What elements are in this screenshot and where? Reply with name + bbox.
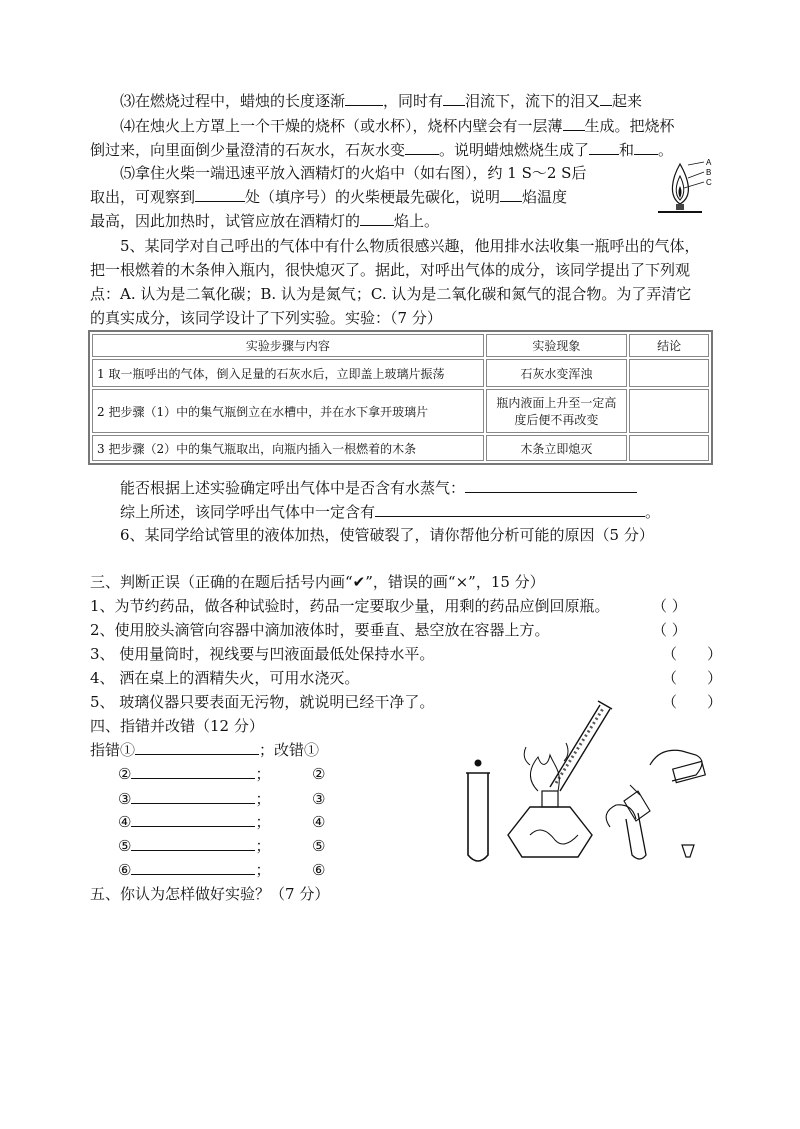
answer-blank[interactable] bbox=[375, 502, 645, 517]
flame-label-b: B bbox=[706, 168, 712, 177]
phenomenon-cell: 瓶内液面上升至一定高度后便不再改变 bbox=[486, 389, 628, 433]
q4-line5c: 最高，因此加热时，试管应放在酒精灯的 焰上。 bbox=[90, 212, 440, 230]
answer-paren[interactable]: （ ） bbox=[652, 621, 687, 639]
conclusion-cell[interactable] bbox=[629, 359, 709, 387]
q4-line5b: 取出，可观察到 处（填序号）的火柴梗最先碳化，说明 焰温度 bbox=[90, 188, 568, 206]
fix-num: ⑤ bbox=[312, 837, 326, 855]
table-row bbox=[92, 435, 709, 461]
flame-label-c: C bbox=[706, 178, 712, 187]
blank[interactable] bbox=[600, 91, 612, 106]
find-blank[interactable] bbox=[131, 860, 255, 875]
phenomenon-cell: 木条立即熄灭 bbox=[486, 435, 628, 461]
find-fix-row: 指错① ；改错① bbox=[90, 741, 320, 759]
table-header: 结论 bbox=[629, 334, 709, 357]
answer-paren[interactable]: （ ） bbox=[662, 645, 723, 663]
q5-para4: 的真实成分，该同学设计了下列实验。实验：（7 分） bbox=[90, 309, 442, 327]
fix-num: ⑥ bbox=[312, 861, 326, 879]
blank[interactable] bbox=[589, 140, 619, 155]
find-blank[interactable] bbox=[135, 740, 259, 755]
answer-paren[interactable]: （ ） bbox=[652, 597, 687, 615]
find-fix-row: ④ ； bbox=[118, 813, 271, 831]
judge-item: 5、 玻璃仪器只要表面无污物，就说明已经干净了。 bbox=[90, 693, 435, 711]
judge-item: 2、使用胶头滴管向容器中滴加液体时，要垂直、悬空放在容器上方。 bbox=[90, 621, 550, 639]
answer-blank[interactable] bbox=[465, 478, 637, 493]
blank[interactable] bbox=[563, 116, 585, 131]
table-header: 实验步骤与内容 bbox=[92, 334, 484, 357]
q5-after2: 综上所述，该同学呼出气体中一定含有 。 bbox=[120, 503, 661, 521]
q5-para1: 5、某同学对自己呼出的气体中有什么物质很感兴趣，他用排水法收集一瓶呼出的气体， bbox=[120, 237, 700, 255]
pouring-hands-icon bbox=[606, 750, 705, 859]
test-tube-icon bbox=[466, 760, 490, 862]
judge-item: 3、 使用量筒时，视线要与凹液面最低处保持水平。 bbox=[90, 645, 435, 663]
find-blank[interactable] bbox=[131, 789, 255, 804]
blank[interactable] bbox=[443, 91, 465, 106]
flame-label-a: A bbox=[706, 158, 712, 167]
q5-after1: 能否根据上述实验确定呼出气体中是否含有水蒸气： bbox=[120, 478, 637, 498]
step-cell: 2 把步骤（1）中的集气瓶倒立在水槽中，并在水下拿开玻璃片 bbox=[92, 389, 484, 433]
q4-line5a: ⑸拿住火柴一端迅速平放入酒精灯的火焰中（如右图），约 1 S～2 S后 bbox=[120, 164, 587, 182]
q4-line3: ⑶在燃烧过程中，蜡烛的长度逐渐 ，同时有 泪流下，流下的泪又 起来 bbox=[120, 92, 643, 110]
find-fix-row: ⑤ ； bbox=[118, 837, 271, 855]
find-fix-row: ③ ； bbox=[118, 790, 271, 808]
section5-title: 五、你认为怎样做好实验？（7 分） bbox=[90, 885, 330, 903]
q4-line4b: 倒过来，向里面倒少量澄清的石灰水，石灰水变 。说明蜡烛燃烧生成了 和 。 bbox=[90, 141, 674, 159]
judge-item: 4、 洒在桌上的酒精失火，可用水浇灭。 bbox=[90, 669, 360, 687]
table-row bbox=[92, 359, 709, 387]
blank[interactable] bbox=[405, 140, 439, 155]
blank[interactable] bbox=[634, 140, 658, 155]
blank[interactable] bbox=[345, 91, 383, 106]
conclusion-cell[interactable] bbox=[629, 389, 709, 433]
fix-num: ④ bbox=[312, 813, 326, 831]
alcohol-lamp-flame-figure bbox=[650, 156, 720, 224]
table-row bbox=[92, 389, 709, 433]
answer-paren[interactable]: （ ） bbox=[662, 693, 723, 711]
experiment-table bbox=[88, 330, 713, 465]
find-fix-row: ⑥ ； bbox=[118, 861, 271, 879]
q5-para2: 把一根燃着的木条伸入瓶内，很快熄灭了。据此，对呼出气体的成分，该同学提出了下列观 bbox=[90, 261, 691, 279]
table-header: 实验现象 bbox=[486, 334, 628, 357]
section3-title: 三、判断正误（正确的在题后括号内画“✔”，错误的画“×”，15 分） bbox=[90, 573, 545, 591]
section4-title: 四、指错并改错（12 分） bbox=[90, 717, 264, 735]
find-fix-row: ② ； bbox=[118, 765, 271, 783]
q5-para3: 点：A. 认为是二氧化碳；B. 认为是氮气；C. 认为是二氧化碳和氮气的混合物。为了弄清它 bbox=[90, 285, 692, 303]
find-blank[interactable] bbox=[131, 812, 255, 827]
conclusion-cell[interactable] bbox=[629, 435, 709, 461]
fix-num: ③ bbox=[312, 790, 326, 808]
alcohol-lamp-icon bbox=[508, 701, 612, 857]
answer-paren[interactable]: （ ） bbox=[662, 669, 723, 687]
find-blank[interactable] bbox=[131, 836, 255, 851]
step-cell: 3 把步骤（2）中的集气瓶取出，向瓶内插入一根燃着的木条 bbox=[92, 435, 484, 461]
step-cell: 1 取一瓶呼出的气体，倒入足量的石灰水后，立即盖上玻璃片振荡 bbox=[92, 359, 484, 387]
blank[interactable] bbox=[360, 211, 394, 226]
blank[interactable] bbox=[500, 187, 522, 202]
fix-num: ② bbox=[312, 765, 326, 783]
q6-text: 6、某同学给试管里的液体加热，使管破裂了，请你帮他分析可能的原因（5 分） bbox=[120, 526, 654, 544]
phenomenon-cell: 石灰水变浑浊 bbox=[486, 359, 628, 387]
lab-error-figures bbox=[460, 695, 720, 870]
q4-line4a: ⑷在烛火上方罩上一个干燥的烧杯（或水杯），烧杯内壁会有一层薄 生成。把烧杯 bbox=[120, 117, 675, 135]
judge-item: 1、为节约药品，做各种试验时，药品一定要取少量，用剩的药品应倒回原瓶。 bbox=[90, 597, 610, 615]
blank[interactable] bbox=[195, 187, 245, 202]
find-blank[interactable] bbox=[131, 764, 255, 779]
